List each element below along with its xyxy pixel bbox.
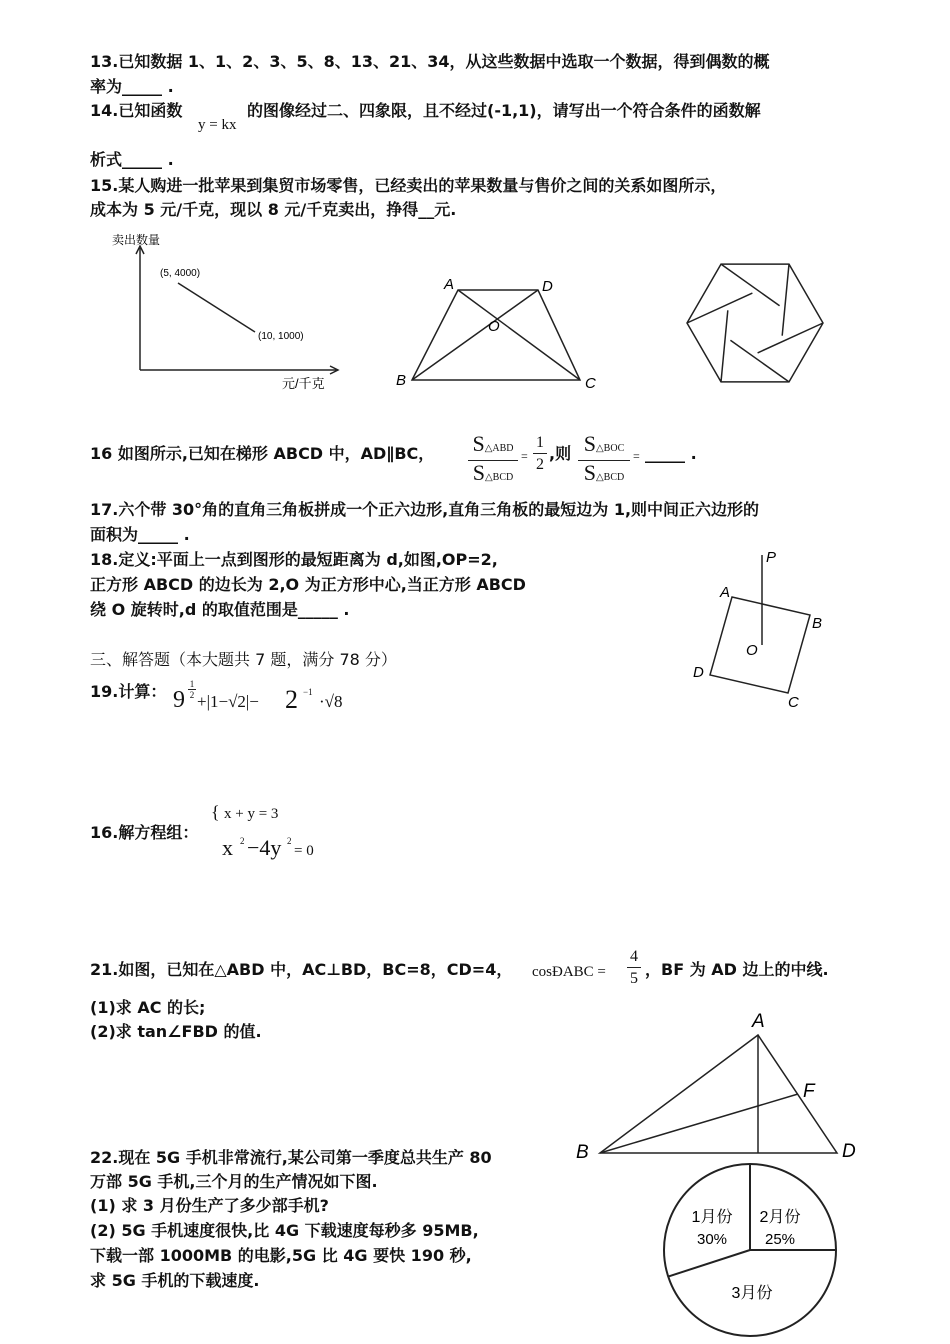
section-3-title: 三、解答题（本大题共 7 题，满分 78 分） [90,650,397,669]
point1-label: (5, 4000) [160,268,201,279]
q21-part1: (1)求 AC 的长; [90,998,206,1017]
q19-exponent: 1 2 [189,679,195,700]
q20-eq2-x: x [222,835,233,860]
q16a-prefix: 16 如图所示,已知在梯形 ABCD 中，AD∥BC， [90,444,435,463]
q22-line3: (1) 求 3 月份生产了多少部手机? [90,1196,329,1215]
q21-cos: cosÐABC = [532,964,606,980]
q14-prefix: 14.已知函数 [90,101,183,120]
q15-line2: 成本为 5 元/千克，现以 8 元/千克卖出，挣得__元. [90,200,457,219]
q22-line4: (2) 5G 手机速度很快,比 4G 下载速度每秒多 95MB, [90,1221,479,1240]
vertex-a: A [444,276,455,293]
q19-base2: 2 [285,685,298,714]
q22-line5: 下载一部 1000MB 的电影,5G 比 4G 要快 190 秒, [90,1246,472,1265]
q20-eq2-exp2: 2 [287,836,292,846]
triangle-edge [758,323,823,353]
pie-category-label: 1月份 [691,1209,733,1226]
hexagon-figure [680,255,830,390]
x-axis-label: 元/千克 [282,376,325,391]
q13-line2: 率为_____ . [90,77,174,96]
rotated-square-figure [690,545,840,715]
q19-tail: ·√8 [319,692,343,711]
y-axis-label: 卖出数量 [112,233,161,247]
label-d: D [693,664,704,681]
label-f: F [803,1081,815,1102]
q19-middle: +|1−√2|− [197,692,259,711]
q14-suffix: 的图像经过二、四象限，且不经过(-1,1)，请写出一个符合条件的函数解 [247,101,761,120]
fraction-boc-bcd: S△BOC S△BCD [578,434,630,489]
q17-line2: 面积为_____ . [90,525,190,544]
q14-line2: 析式_____ . [90,150,174,169]
square-abcd [710,597,810,693]
pie-value-label: 25% [764,1231,796,1248]
system-brace: { [211,802,220,822]
q14-formula: y = kx [198,117,237,133]
label-a: A [752,1011,765,1032]
label-a: A [720,584,731,601]
point-o: O [488,318,500,335]
triangle-edge [687,293,752,323]
q18-line2: 正方形 ABCD 的边长为 2,O 为正方形中心,当正方形 ABCD [90,575,526,594]
vertex-b: B [396,372,407,389]
q20-eq2-y: −4y [247,835,282,860]
median-bf [600,1094,798,1153]
q18-line3: 绕 O 旋转时,d 的取值范围是_____ . [90,600,350,619]
q19-label: 19.计算： [90,682,167,701]
vertex-c: C [585,375,596,392]
pie-value-label: 30% [696,1231,728,1248]
triangle-edges [687,264,823,382]
q13-line1: 13.已知数据 1、1、2、3、5、8、13、21、34，从这些数据中选取一个数据，得到偶数的概 [90,52,770,71]
label-p: P [766,549,777,566]
q22-line6: 求 5G 手机的下载速度. [90,1271,260,1290]
q19-exp2: −1 [303,687,313,697]
q19-base: 9 [173,687,185,713]
outer-hexagon [687,264,823,382]
q16a-blank: _____ . [645,444,697,463]
vertex-d: D [542,278,553,295]
q20-label: 16.解方程组： [90,823,199,842]
q20-eq2-exp1: 2 [240,836,245,846]
label-b: B [812,615,823,632]
equals-1: = [521,449,528,463]
triangle-edge [730,340,789,382]
q18-line1: 18.定义:平面上一点到图形的最短距离为 d,如图,OP=2, [90,550,498,569]
fraction-one-half: 1 2 [533,434,547,475]
triangle-edge [721,264,780,306]
fraction-abd-bcd: S△ABD S△BCD [468,434,518,489]
triangle-edge [782,264,789,336]
triangle-abd-figure [570,1005,870,1170]
pie-category-label: 2月份 [759,1209,801,1226]
sales-line [178,283,255,332]
trapezoid-abcd [412,290,580,380]
label-o: O [746,642,758,659]
q21-part2: (2)求 tan∠FBD 的值. [90,1022,262,1041]
label-d: D [842,1141,856,1162]
triangle-edge [721,310,728,382]
q16a-then: ,则 [549,444,572,463]
q21-fraction: 4 5 [627,948,641,989]
q20-eq1: x + y = 3 [224,806,279,822]
equals-2: = [633,449,640,463]
label-c: C [788,694,799,711]
pie-category-label: 3月份 [731,1285,773,1302]
sales-graph-figure [100,230,350,400]
q21-suffix: ，BF 为 AD 边上的中线. [645,960,829,979]
label-b: B [576,1142,589,1163]
q20-eq2-rhs: = 0 [294,843,314,859]
q17-line1: 17.六个带 30°角的直角三角板拼成一个正六边形,直角三角板的最短边为 1,则中间正六边形的 [90,500,760,519]
trapezoid-figure [390,270,610,395]
pie-chart [660,1160,840,1340]
triangle-abd [600,1035,837,1153]
q22-line1: 22.现在 5G 手机非常流行,某公司第一季度总共生产 80 [90,1148,492,1167]
q21-prefix: 21.如图，已知在△ABD 中，AC⊥BD，BC=8，CD=4， [90,960,513,979]
point2-label: (10, 1000) [258,331,304,342]
q15-line1: 15.某人购进一批苹果到集贸市场零售，已经卖出的苹果数量与售价之间的关系如图所示， [90,176,727,195]
q22-line2: 万部 5G 手机,三个月的生产情况如下图. [90,1172,378,1191]
